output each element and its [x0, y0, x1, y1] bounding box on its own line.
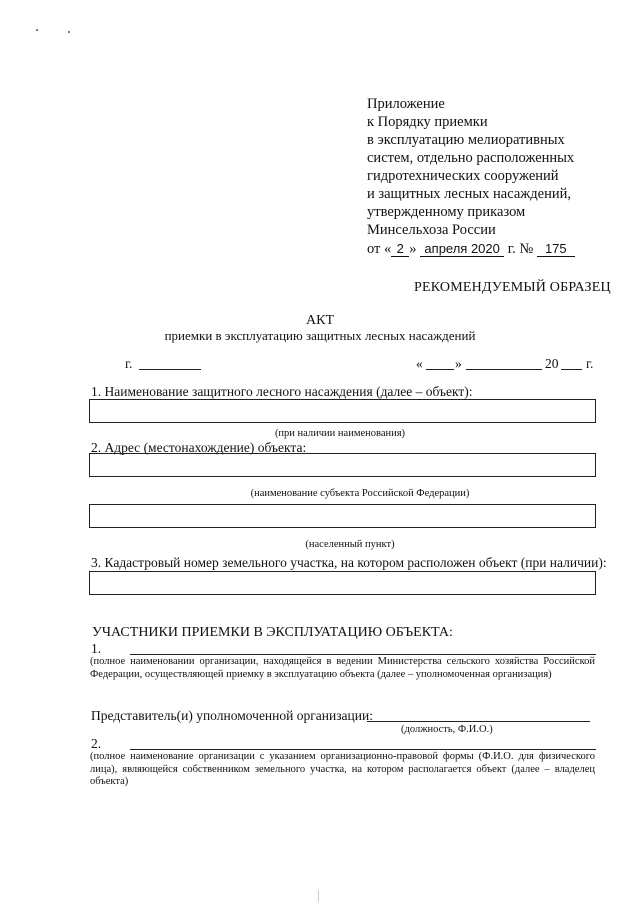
date-quote-close: » [455, 356, 462, 371]
order-prefix: от « [367, 241, 392, 257]
participant-1-blank [130, 654, 596, 655]
locality-field[interactable] [89, 504, 596, 528]
section-1-caption: (при наличии наименования) [274, 428, 406, 439]
date-year-prefix: 20 [545, 356, 559, 371]
section-2-caption-subject: (наименование субъекта Российской Федерации) [250, 488, 470, 499]
scan-fold-mark [318, 890, 319, 902]
representative-label: Представитель(и) уполномоченной организации: [91, 708, 373, 723]
date-year-suffix: г. [586, 356, 594, 371]
section-3-label: 3. Кадастровый номер земельного участка, на котором расположен объект (при наличии): [91, 555, 607, 570]
participant-1-caption: (полное наименовании организации, находящейся в ведении Министерства сельского хозяйства Российской Федерации, осуществляющей приемку в эксплуатацию объекта (далее – уполномоченная организация) [90, 656, 595, 680]
annex-line: Минсельхоза России [367, 222, 496, 238]
order-year-suffix: г. № [507, 241, 534, 257]
subject-field[interactable] [89, 453, 596, 477]
scan-speck [36, 29, 38, 31]
annex-line: систем, отдельно расположенных [367, 150, 575, 166]
order-reference [367, 240, 575, 258]
annex-line: в эксплуатацию мелиоративных [367, 132, 565, 148]
annex-line: утвержденному приказом [367, 204, 526, 220]
recommended-label: РЕКОМЕНДУЕМЫЙ ОБРАЗЕЦ [414, 280, 611, 295]
date-month-blank [466, 369, 542, 370]
order-month-year: апреля 2020 [420, 242, 504, 257]
section-2-caption-locality: (населенный пункт) [305, 539, 395, 550]
annex-block [367, 95, 575, 258]
representative-caption: (должность, Ф.И.О.) [401, 724, 493, 735]
act-subtitle: приемки в эксплуатацию защитных лесных насаждений [164, 328, 476, 343]
cadastral-number-field[interactable] [89, 571, 596, 595]
annex-line: и защитных лесных насаждений, [367, 186, 572, 202]
participant-2-number: 2. [91, 736, 102, 751]
participant-1-number: 1. [91, 641, 102, 656]
city-blank [139, 369, 201, 370]
order-day: 2 [391, 242, 409, 257]
act-title: АКТ [306, 313, 334, 328]
order-quote-close: » [409, 241, 417, 257]
order-number: 175 [537, 242, 575, 257]
section-1-label: 1. Наименование защитного лесного насаждения (далее – объект): [91, 384, 473, 399]
representative-blank [367, 721, 590, 722]
date-quote-open: « [416, 356, 423, 371]
city-prefix: г. [125, 356, 133, 371]
participant-2-blank [130, 749, 596, 750]
annex-line: гидротехнических сооружений [367, 168, 559, 184]
date-year-blank [561, 369, 582, 370]
scan-speck [68, 31, 70, 33]
section-2-label: 2. Адрес (местонахождение) объекта: [91, 440, 307, 455]
participant-2-caption: (полное наименование организации с указанием организационно-правовой формы (Ф.И.О. для физического лица), являющейся собственником земельного участка, на котором располагается объект (далее – владелец объекта) [90, 751, 595, 787]
participants-heading: УЧАСТНИКИ ПРИЕМКИ В ЭКСПЛУАТАЦИЮ ОБЪЕКТА: [92, 625, 453, 640]
annex-line: к Порядку приемки [367, 114, 488, 130]
annex-line: Приложение [367, 96, 445, 112]
date-day-blank [426, 369, 454, 370]
object-name-field[interactable] [89, 399, 596, 423]
